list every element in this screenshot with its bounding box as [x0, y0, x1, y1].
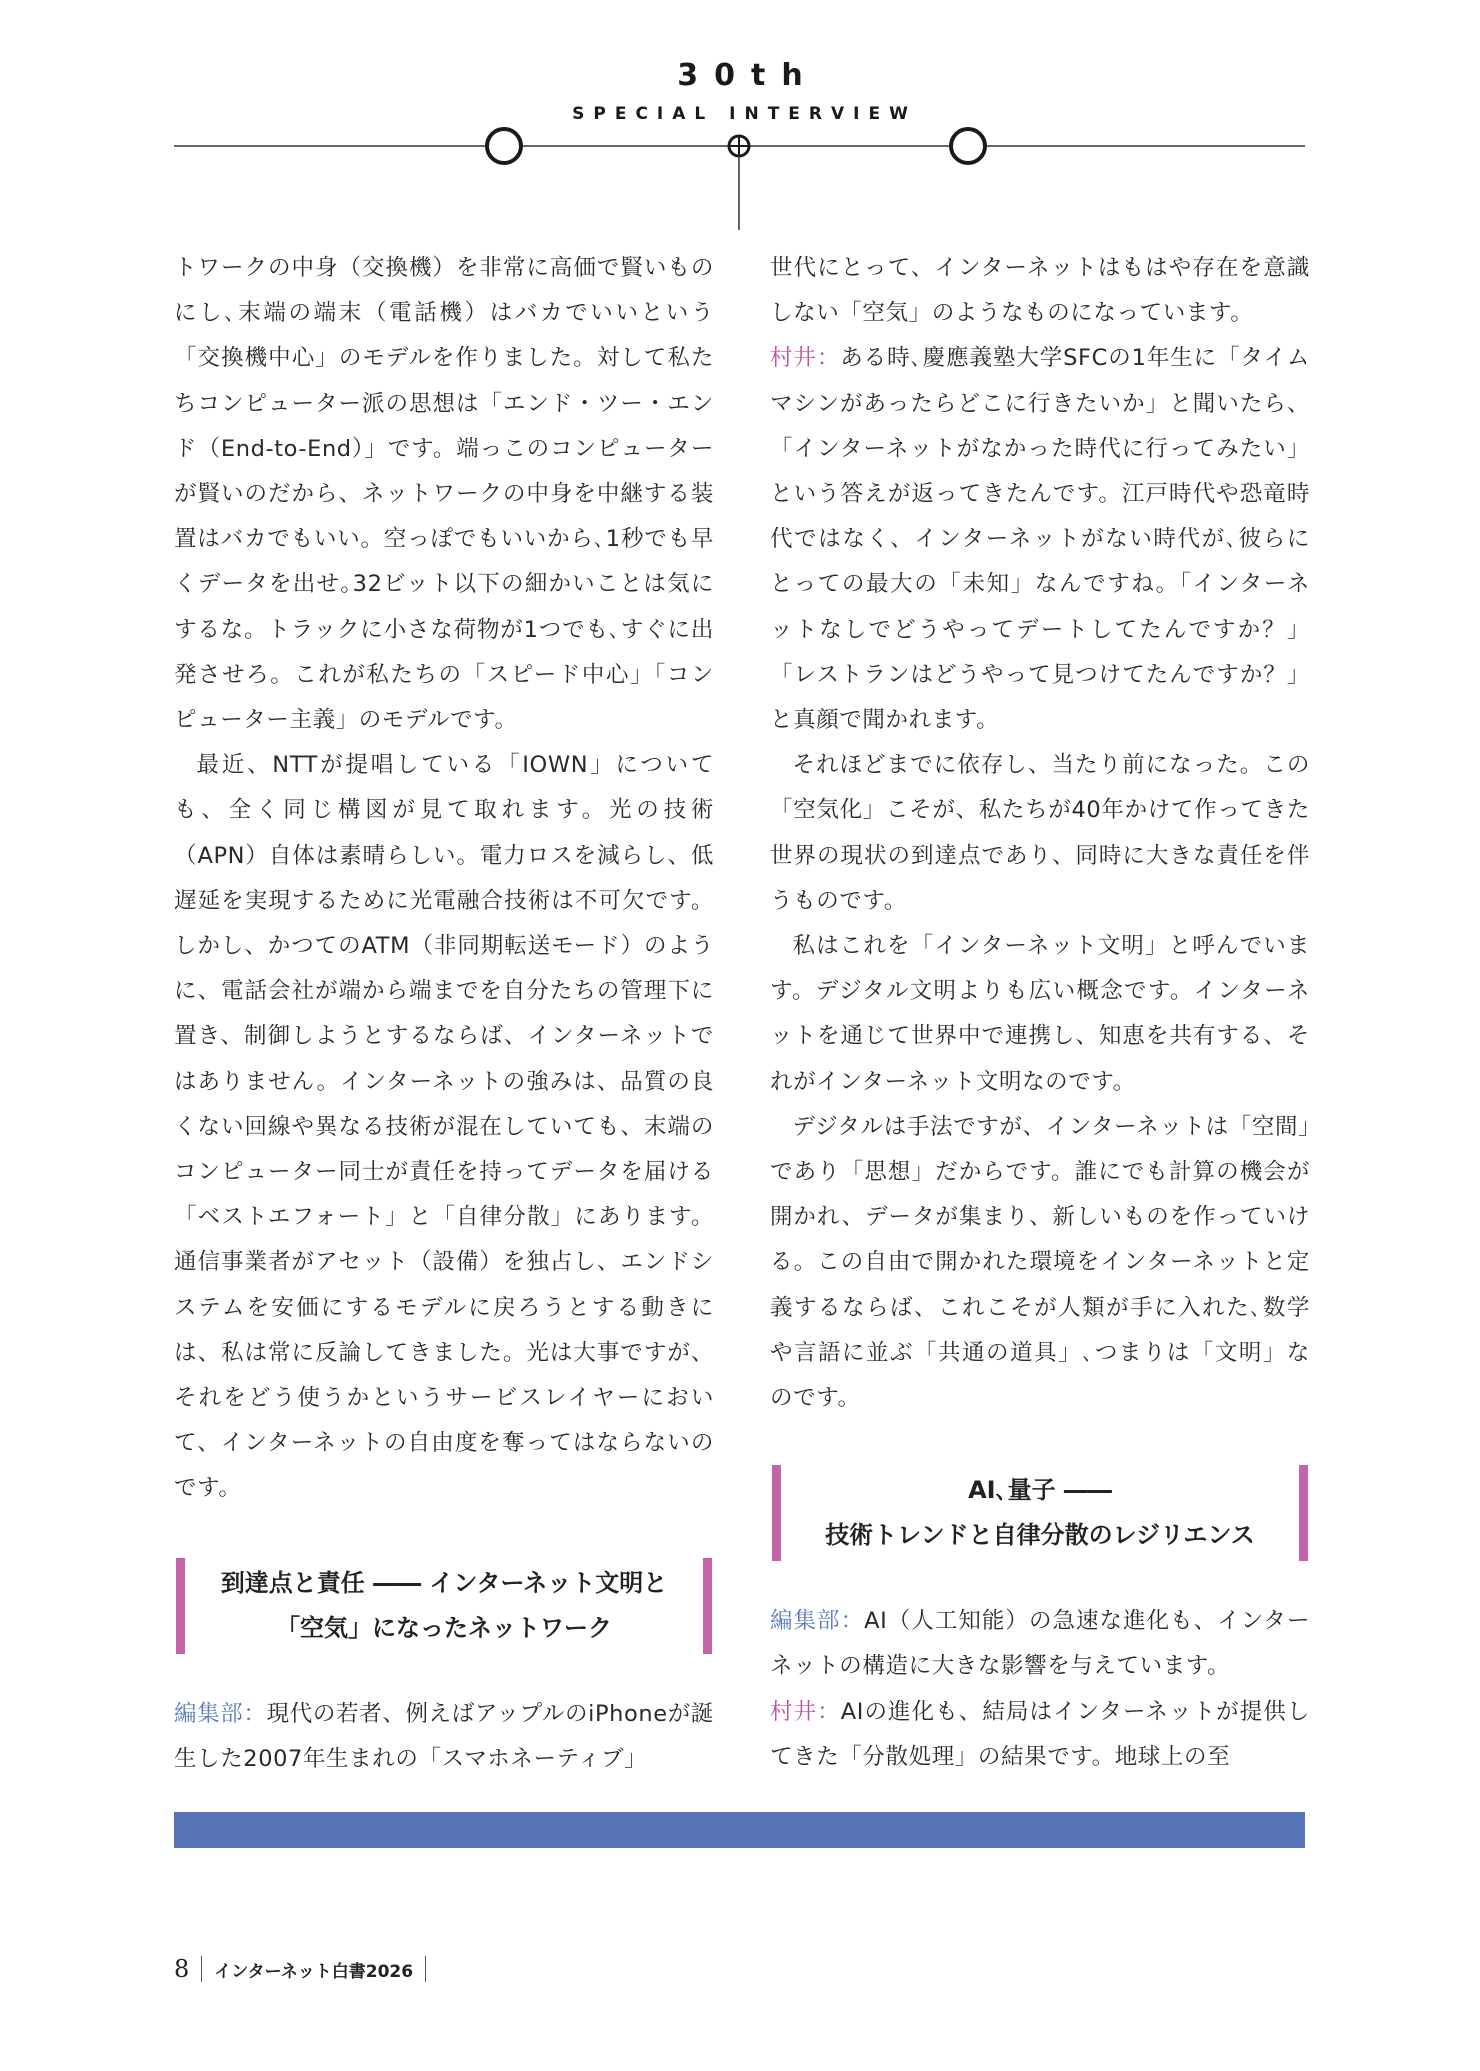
paragraph: 世代にとって、インターネットはもはや存在を意識しない「空気」のようなものになっています。	[770, 255, 1310, 327]
qa-text: AIの進化も、結局はインターネットが提供してきた「分散処理」の結果です。地球上の至	[770, 1698, 1310, 1770]
speaker-murai: 村井：	[770, 345, 841, 372]
qa-text: AI（人工知能）の急速な進化も、インターネットの構造に大きな影響を与えています。	[770, 1608, 1310, 1680]
paragraph: 私はこれを「インターネット文明」と呼んでいます。デジタル文明よりも広い概念です。インターネットを通じて世界中で連携し、知恵を共有する、それがインターネット文明なのです。	[770, 933, 1310, 1095]
section-heading	[174, 1558, 714, 1654]
section-bar-left	[176, 1558, 185, 1654]
qa-paragraph	[770, 1690, 1310, 1780]
paragraph: トワークの中身（交換機）を非常に高価で賢いものにし､末端の端末（電話機）はバカでいいという「交換機中心」のモデルを作りました。対して私たちコンピューター派の思想は「エンド・ツー・エンド（End-to-End）」です。端っこのコンピューターが賢いのだから、ネットワークの中身を中継する装置はバカでもいい。空っぽでもいいから､1秒でも早くデータを出せ｡32ビット以下の細かいことは気にするな。トラックに小さな荷物が1つでも､すぐに出発させろ。これが私たちの「スピード中心」「コンピューター主義」のモデルです。	[174, 255, 714, 734]
section-heading-line2: 技術トレンドと自律分散のレジリエンス	[825, 1521, 1255, 1550]
speaker-editor: 編集部：	[174, 1700, 267, 1727]
page-number: 8	[174, 1955, 190, 1983]
right-column	[770, 246, 1310, 1780]
section-heading-line1: 到達点と責任 ―― インターネット文明と	[220, 1568, 668, 1597]
footer-separator	[425, 1956, 426, 1982]
header-circle-left	[487, 129, 521, 163]
footer-separator	[201, 1956, 202, 1982]
section-bar-right	[703, 1558, 712, 1654]
speaker-editor: 編集部：	[770, 1608, 865, 1635]
qa-text: ある時､慶應義塾大学SFCの1年生に「タイムマシンがあったらどこに行きたいか」と聞いたら、「インターネットがなかった時代に行ってみたい」という答えが返ってきたんです。江戸時代や恐竜時代ではなく、インターネットがない時代が､彼らにとっての最大の「未知」なんですね。「インターネットなしでどうやってデートしてたんですか？」「レストランはどうやって見つけてたんですか？」と真顔で聞かれます。	[770, 345, 1310, 734]
header-circle-right	[951, 129, 985, 163]
speaker-murai: 村井：	[770, 1698, 841, 1725]
section-heading	[770, 1465, 1310, 1561]
left-column	[174, 246, 714, 1782]
qa-text: 現代の若者、例えばアップルのiPhoneが誕生した2007年生まれの「スマホネーティブ」	[174, 1700, 714, 1772]
paragraph: 最近、NTTが提唱している「IOWN」についても、全く同じ構図が見て取れます。光の技術（APN）自体は素晴らしい。電力ロスを減らし、低遅延を実現するために光電融合技術は不可欠です。しかし、かつてのATM（非同期転送モード）のように、電話会社が端から端までを自分たちの管理下に置き、制御しようとするならば、インターネットではありません。インターネットの強みは、品質の良くない回線や異なる技術が混在していても、末端のコンピューター同士が責任を持ってデータを届ける「ベストエフォート」と「自律分散」にあります。通信事業者がアセット（設備）を独占し、エンドシステムを安価にするモデルに戻ろうとする動きには、私は常に反論してきました。光は大事ですが、それをどう使うかというサービスレイヤーにおいて、インターネットの自由度を奪ってはならないのです。	[174, 752, 714, 1502]
paragraph: それほどまでに依存し、当たり前になった。この「空気化」こそが、私たちが40年かけて作ってきた世界の現状の到達点であり、同時に大きな責任を伴うものです。	[770, 752, 1310, 914]
footer-color-band	[174, 1812, 1305, 1848]
publication-title: インターネット白書2026	[214, 1961, 414, 1982]
header-subtitle: SPECIAL INTERVIEW	[572, 104, 917, 124]
section-heading-line1: AI､量子 ――	[968, 1476, 1112, 1505]
section-bar-right	[1299, 1465, 1308, 1561]
section-heading-line2: 「空気」になったネットワーク	[276, 1613, 612, 1642]
section-bar-left	[772, 1465, 781, 1561]
qa-paragraph	[770, 336, 1310, 743]
paragraph: デジタルは手法ですが、インターネットは「空間」であり「思想」だからです。誰にでも計算の機会が開かれ、データが集まり、新しいものを作っていける。この自由で開かれた環境をインターネットと定義するならば、これこそが人類が手に入れた､数学や言語に並ぶ「共通の道具」､つまりは「文明」なのです。	[770, 1113, 1310, 1412]
page-footer	[174, 1952, 438, 1986]
header-title: 30th	[677, 58, 819, 93]
page-header	[0, 0, 1480, 230]
qa-paragraph	[174, 1692, 714, 1782]
qa-paragraph	[770, 1599, 1310, 1689]
